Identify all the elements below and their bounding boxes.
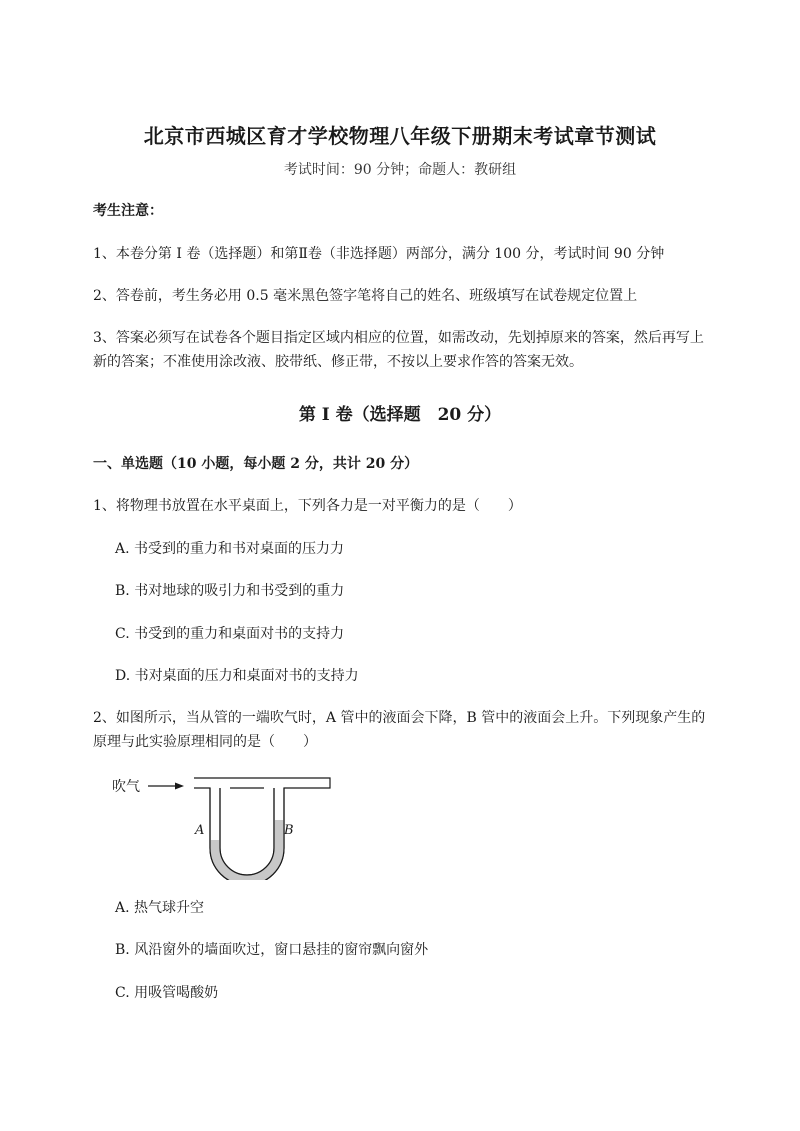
page-title: 北京市西城区育才学校物理八年级下册期末考试章节测试	[143, 124, 657, 148]
question-2-stem: 2、如图所示，当从管的一端吹气时，A 管中的液面会下降，B 管中的液面会上升。下列现象产生的原理与此实验原理相同的是（ ）	[93, 710, 706, 750]
notice-heading: 考生注意：	[93, 203, 163, 219]
label-b: B	[284, 823, 294, 838]
exam-info: 考试时间：90 分钟；命题人：教研组	[283, 162, 517, 178]
question-1-option-a: A. 书受到的重力和书对桌面的压力力	[115, 541, 345, 557]
part-heading: 一、单选题（10 小题，每小题 2 分，共计 20 分）	[93, 456, 419, 472]
question-1-option-d: D. 书对桌面的压力和桌面对书的支持力	[115, 668, 359, 684]
question-1-option-b: B. 书对地球的吸引力和书受到的重力	[115, 583, 345, 599]
notice-item-2: 2、答卷前，考生务必用 0.5 毫米黑色签字笔将自己的姓名、班级填写在试卷规定位置上	[93, 288, 638, 304]
question-2-option-c: C. 用吸管喝酸奶	[115, 985, 219, 1001]
notice-item-1: 1、本卷分第 I 卷（选择题）和第Ⅱ卷（非选择题）两部分，满分 100 分，考试时间 90 分钟	[93, 246, 665, 262]
notice-item-3: 3、答案必须写在试卷各个题目指定区域内相应的位置，如需改动，先划掉原来的答案，然后再写上新的答案；不准使用涂改液、胶带纸、修正带，不按以上要求作答的答案无效。	[93, 330, 704, 370]
question-1-option-c: C. 书受到的重力和桌面对书的支持力	[115, 626, 345, 642]
section-title: 第 I 卷（选择题 20 分）	[298, 405, 502, 425]
liquid	[210, 820, 284, 880]
label-a: A	[195, 823, 205, 838]
question-1-stem: 1、将物理书放置在水平桌面上，下列各力是一对平衡力的是（ ）	[93, 498, 522, 514]
question-2-option-b: B. 风沿窗外的墙面吹过，窗口悬挂的窗帘飘向窗外	[115, 942, 429, 958]
question-2-option-a: A. 热气球升空	[115, 900, 205, 916]
blow-arrow-icon	[148, 783, 184, 790]
blow-label: 吹气	[112, 779, 140, 795]
u-tube-figure	[112, 772, 344, 880]
